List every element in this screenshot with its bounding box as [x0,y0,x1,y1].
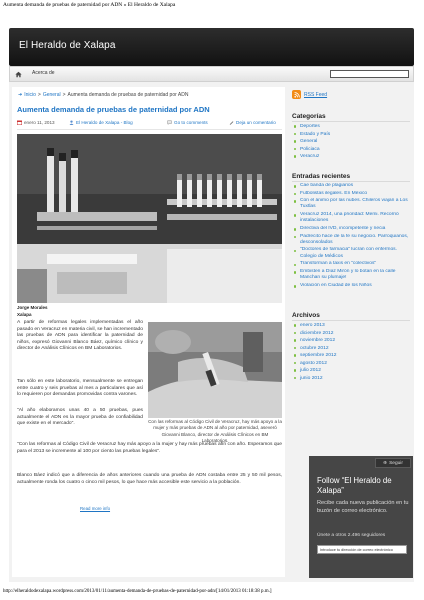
category-item[interactable]: Deportes [292,123,410,131]
breadcrumb [18,92,188,98]
pencil-icon [229,120,234,125]
breadcrumb-arrow-icon: ➜ [18,92,23,98]
post-content [12,87,285,577]
leave-comment-link[interactable]: Deja un comentario [236,120,276,125]
categories-list [292,123,410,161]
breadcrumb-sep: > [62,92,66,98]
user-icon [69,120,74,125]
breadcrumb-home[interactable]: Inicio [24,92,36,98]
follow-button-label: Seguir [389,460,403,466]
archive-item[interactable]: noviembre 2012 [292,337,410,345]
recent-posts-list [292,183,410,290]
recent-post-item[interactable]: Cae banda de plagiarios [292,183,410,189]
search-input[interactable] [330,70,409,78]
archive-item[interactable]: octubre 2012 [292,345,410,353]
email-field[interactable]: Introduce tu dirección de correo electrónico [317,545,407,554]
go-to-comments-link[interactable]: Go to comments [174,120,208,125]
comment-icon [167,120,172,125]
recent-post-item[interactable]: Padrecito hace de la fe su negocio. Parroquianos, desconsolados [292,234,410,247]
site-title[interactable]: El Heraldo de Xalapa [19,40,116,51]
recent-post-item[interactable]: Directiva del IVD, incompetente y necia [292,226,410,232]
photo-caption: Con las reformas al Código Civil de Veracruz, hay más apoyo a la mujer y más pruebas de ADN al año por paternidad, aseveró Giovanni Blanco, director de Análisis Clínicos en BM Laboratorios. [148,419,282,443]
recent-post-item[interactable]: Veracruz 2014, una prioridad: Memi. Recorrió instalaciones [292,212,410,225]
follow-description: Recibe cada nueva publicación en tu buzón de correo electrónico. [317,500,409,514]
recent-post-item[interactable]: "Doctores de farmacia" lucran con enfermos. Colegio de Médicos [292,247,410,260]
lab-photo [17,134,282,303]
archives-divider [292,320,410,321]
post-author-link[interactable]: El Heraldo de Xalapa - Blog [76,120,133,125]
breadcrumb-current: Aumenta demanda de pruebas de paternidad por ADN [67,92,189,98]
recent-post-item[interactable]: Embisten a Díaz Mirón y lo botan en la calle Manchan su plumaje! [292,269,410,282]
archives-list [292,322,410,382]
home-button[interactable] [10,67,26,81]
categories-heading: Categorías [292,113,326,120]
recent-post-item[interactable]: Con el ánimo por las nubes. Chileros viajan a Los Tuxtlas [292,198,410,211]
archive-item[interactable]: julio 2012 [292,367,410,375]
print-header: Aumenta demanda de pruebas de paternidad por ADN « El Heraldo de Xalapa [3,2,176,8]
archive-item[interactable]: diciembre 2012 [292,330,410,338]
category-item[interactable]: Veracruz [292,153,410,161]
post-meta [17,120,282,129]
recent-post-item[interactable]: Transforman a taxis en "colectivos" [292,261,410,267]
archive-item[interactable]: agosto 2012 [292,360,410,368]
archives-heading: Archivos [292,312,320,319]
archive-item[interactable]: enero 2013 [292,322,410,330]
follow-button[interactable] [375,458,411,468]
breadcrumb-category[interactable]: General [42,92,61,98]
follow-title: Follow “El Heraldo de Xalapa” [317,476,392,495]
categories-divider [292,121,410,122]
meta-divider [17,129,282,130]
paragraph: Blanco Báez indicó que a diferencia de años anteriores cuando una prueba de ADN costaba entre 25 y 50 mil pesos, actualmente ronda los cuatro o cinco mil pesos, lo que hace más accesible este servicio a la población. [17,473,282,485]
follow-widget [309,456,413,578]
photo-credit: Jorge Morales [17,305,48,310]
recent-post-item[interactable]: Violación en Ciudad de los Niños [292,283,410,289]
rss-icon [292,90,301,99]
paragraph: Tan sólo en este laboratorio, mensualmente se entregan entre cuatro y seis pruebas al mes a particulares que así lo requieren por demandas promovidas contra varones. [17,379,143,397]
post-author [69,120,133,125]
archive-item[interactable]: junio 2012 [292,375,410,383]
rss-feed-link[interactable] [292,90,327,99]
post-title[interactable]: Aumenta demanda de pruebas de paternidad por ADN [17,105,210,114]
category-item[interactable]: Estado y País [292,131,410,139]
site-header [9,28,414,66]
recent-divider [292,181,410,182]
blood-test-photo [148,322,282,418]
category-item[interactable]: General [292,138,410,146]
follower-count: Únete a otros 2.496 seguidores [317,533,386,538]
recent-post-item[interactable]: Futbolistas ilegales. En México [292,191,410,197]
rss-feed-label[interactable]: RSS Feed [304,91,328,98]
paragraph: A partir de reformas legales implementadas el año pasado en Veracruz en materia civil, se han incrementado las pruebas de ADN para identificar la paternidad de niños, expresó Giovanni Blanco Báez, químico clínico y director de Análisis Clínicos en BM Laboratorios. [17,320,143,351]
nav-item-acerca-de[interactable]: Acerca de [32,70,55,76]
leave-comment [229,120,276,125]
read-more-link[interactable]: Read more info [80,506,111,511]
paragraph: "Con las reformas al Código Civil de Veracruz hay más apoyo a la mujer y hay más pruebas afín con año. Esperamos que para el 2013 se incremente al 100 por ciento las pruebas legales". [17,442,282,454]
photo-place: Xalapa [17,312,32,317]
post-date [17,120,55,125]
nav-bar [9,66,414,82]
print-footer: http://elheraldodexalapa.wordpress.com/2013/01/11/aumenta-demanda-de-pruebas-de-paternidad-por-adn/[14/01/2013 01:18:38 p.m.] [3,589,272,594]
breadcrumb-sep: > [37,92,41,98]
archive-item[interactable]: septiembre 2012 [292,352,410,360]
plus-icon: ⊕ [383,460,388,466]
home-icon [15,71,22,78]
comments-link [167,120,208,125]
paragraph: "Al año elaboramos unas 40 a 50 pruebas, pues actualmente el ADN es la mayor prueba de confiabilidad que existe en el mercado". [17,408,143,426]
recent-posts-heading: Entradas recientes [292,173,351,180]
post-date-text: enero 11, 2013 [24,120,55,125]
calendar-icon [17,120,22,125]
category-item[interactable]: Policiaca [292,146,410,154]
